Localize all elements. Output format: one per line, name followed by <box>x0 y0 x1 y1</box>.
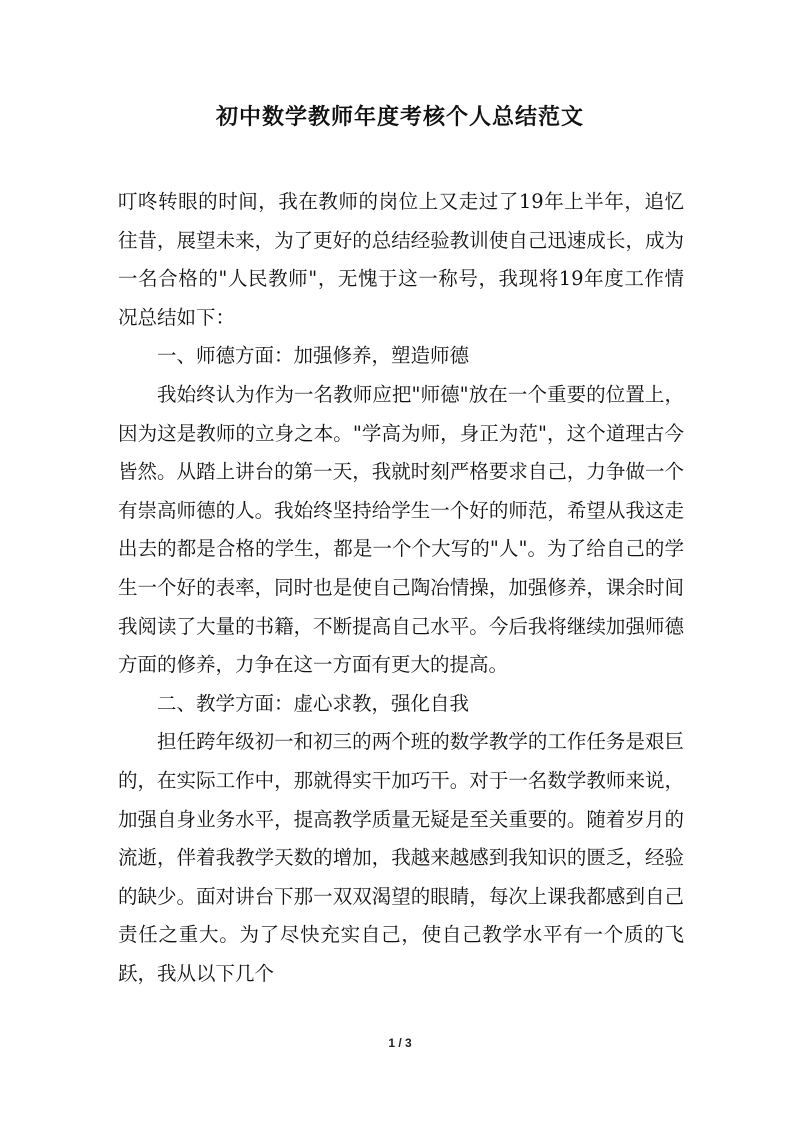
page-number: 1 / 3 <box>388 1036 412 1050</box>
section-heading-ethics: 一、师德方面：加强修养，塑造师德 <box>157 344 470 368</box>
section-heading-teaching: 二、教学方面：虚心求教，强化自我 <box>157 691 470 715</box>
document-body <box>118 183 684 993</box>
paragraph-ethics: 我始终认为作为一名教师应把"师德"放在一个重要的位置上，因为这是教师的立身之本。"学高为师，身正为范"，这个道理古今皆然。从踏上讲台的第一天，我就时刻严格要求自己，力争做一个有崇高师德的人。我始终坚持给学生一个好的师范，希望从我这走出去的都是合格的学生，都是一个个大写的"人"。为了给自己的学生一个好的表率，同时也是使自己陶冶情操，加强修养，课余时间我阅读了大量的书籍，不断提高自己水平。今后我将继续加强师德方面的修养，力争在这一方面有更大的提高。 <box>118 382 684 677</box>
paragraph-teaching: 担任跨年级初一和初三的两个班的数学教学的工作任务是艰巨的，在实际工作中，那就得实干加巧干。对于一名数学教师来说，加强自身业务水平，提高教学质量无疑是至关重要的。随着岁月的流逝，伴着我教学天数的增加，我越来越感到我知识的匮乏，经验的缺少。面对讲台下那一双双渴望的眼睛，每次上课我都感到自己责任之重大。为了尽快充实自己，使自己教学水平有一个质的飞跃，我从以下几个 <box>118 730 684 985</box>
document-title: 初中数学教师年度考核个人总结范文 <box>215 104 584 130</box>
paragraph-intro: 叮咚转眼的时间，我在教师的岗位上又走过了19年上半年，追忆往昔，展望未来，为了更好的总结经验教训使自己迅速成长，成为一名合格的"人民教师"，无愧于这一称号，我现将19年度工作情况总结如下： <box>118 190 684 329</box>
